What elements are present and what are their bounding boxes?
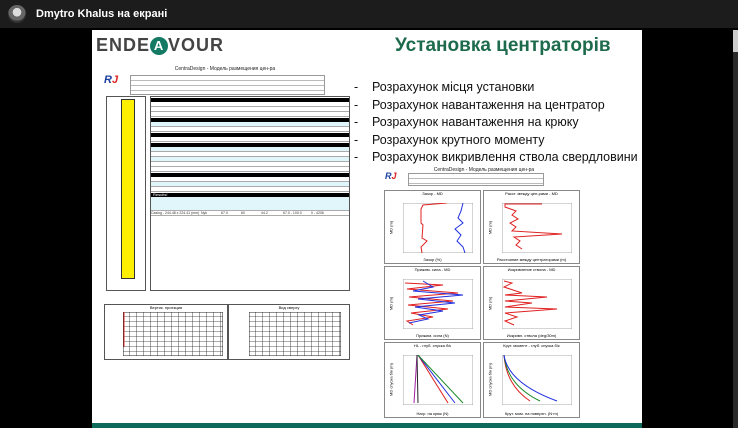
results-row: Casing - 244.48 x 224.41 (mm) Nyk 67.0 60 44.2 67.0 - 100.0 0 - 4206 bbox=[151, 211, 349, 216]
endeavour-logo: ENDE A VOUR bbox=[96, 35, 225, 55]
side-panel-edge bbox=[733, 30, 738, 428]
report-parameter-tables bbox=[150, 96, 350, 291]
chart-clearance-md: Зазор - MD MD (m) Зазор (%) bbox=[384, 190, 481, 264]
presentation-slide bbox=[92, 30, 642, 428]
vertical-projection-chart: Вертик. проекция bbox=[104, 304, 228, 360]
well-column-diagram bbox=[106, 96, 146, 291]
bullet-item: - Розрахунок навантаження на центратор bbox=[354, 98, 638, 116]
y-axis-label: MD (m) bbox=[388, 220, 394, 235]
chart-side-force-md: Прижим. сила - MD MD (m) Прижим. сила (N) bbox=[384, 266, 481, 340]
y-axis-label: MD (m) bbox=[487, 220, 493, 235]
presenter-label: Dmytro Khalus на екрані bbox=[36, 8, 168, 20]
avatar bbox=[8, 5, 26, 23]
slide-footer-bar bbox=[92, 423, 642, 428]
y-axis-label: MD (m) bbox=[388, 296, 394, 311]
rj-logo: RJ bbox=[385, 171, 397, 181]
bullet-item: - Розрахунок крутного моменту bbox=[354, 133, 638, 151]
bullet-item: - Розрахунок місця установки bbox=[354, 80, 638, 98]
grid-plot bbox=[249, 312, 341, 356]
bullet-item: - Розрахунок навантаження на крюку bbox=[354, 115, 638, 133]
bullet-list bbox=[354, 80, 638, 168]
report-header-table bbox=[408, 173, 544, 186]
report-title: CentraDesign - Модель размещения цен-ра bbox=[433, 167, 535, 173]
chart-torque-depth: Крут. момент - глуб. спуска б/к MD спуска б/к (m) Крут. мом. на поверхн. (N·m) bbox=[483, 342, 580, 418]
rj-logo: RJ bbox=[104, 74, 119, 86]
y-axis-label: MD спуска б/к (m) bbox=[487, 363, 493, 396]
chart-dogleg-md: Искривление ствола - MD MD (m) Искривл. ствола (deg/30m) bbox=[483, 266, 580, 340]
centradesign-report-right bbox=[382, 167, 586, 422]
report-header-table bbox=[130, 75, 325, 95]
plan-view-chart: Вид сверху bbox=[228, 304, 350, 360]
results-heading: Results! bbox=[151, 193, 349, 197]
y-axis-label: MD (m) bbox=[487, 296, 493, 311]
grid-plot bbox=[123, 312, 223, 356]
y-axis-label: MD спуска б/к (m) bbox=[388, 363, 394, 396]
slide-title: Установка центраторів bbox=[395, 35, 611, 56]
chart-hookload-depth: HL - глуб. спуска б/к MD спуска б/к (m) Нагр. на крюк (N) bbox=[384, 342, 481, 418]
centradesign-report-left bbox=[100, 66, 350, 371]
bullet-item: - Розрахунок викривлення ствола свердловини bbox=[354, 150, 638, 168]
report-title: CentraDesign - Модель размещения цен-ра bbox=[174, 66, 276, 72]
chart-spacing-md: Расст. между цен-рами - MD MD (m) Расстояние между центраторами (m) bbox=[483, 190, 580, 264]
screen-share-bar bbox=[0, 0, 738, 28]
